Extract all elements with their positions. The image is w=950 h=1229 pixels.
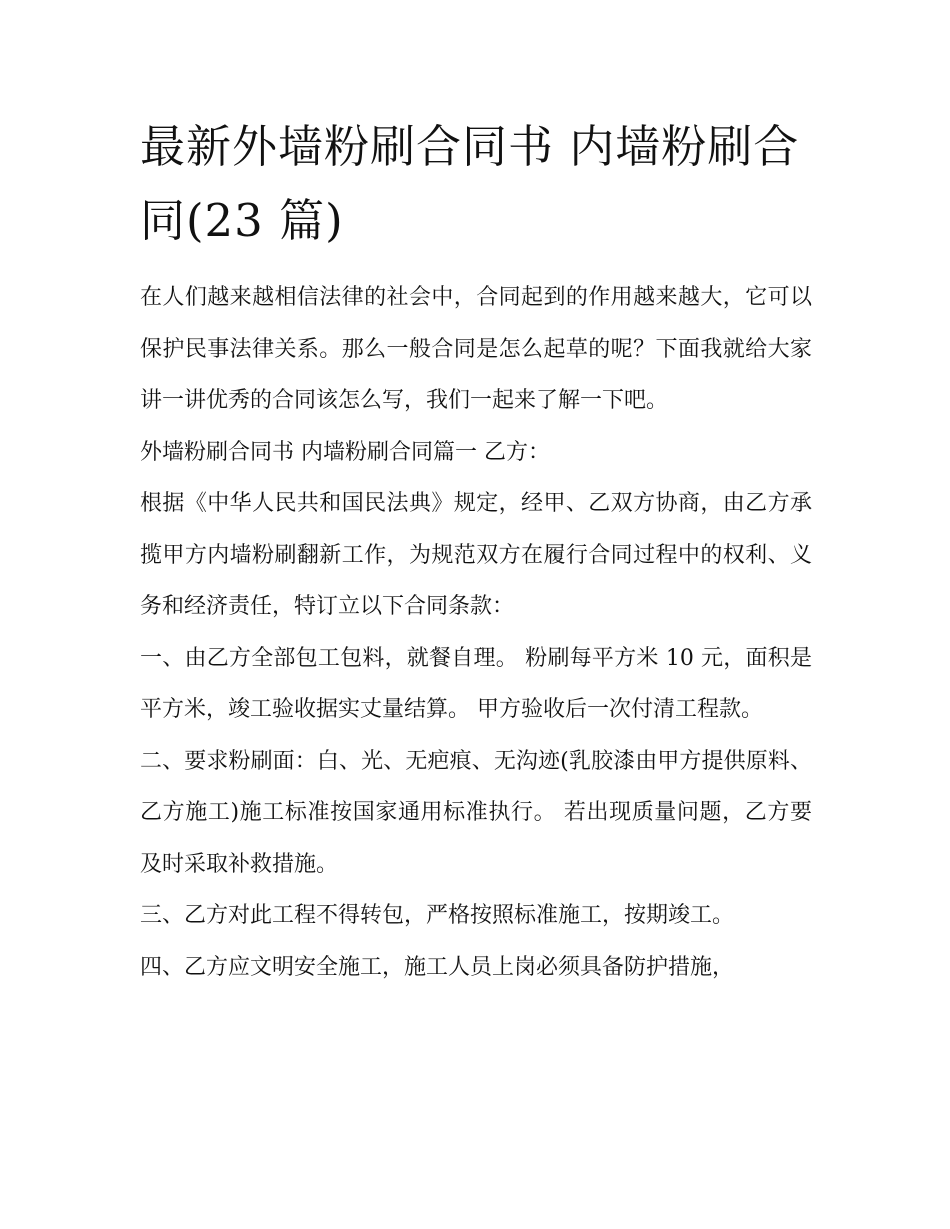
preamble-paragraph: 根据《中华人民共和国民法典》规定，经甲、乙双方协商，由乙方承揽甲方内墙粉刷翻新工作，为规范双方在履行合同过程中的权利、义务和经济责任，特订立以下合同条款： xyxy=(140,491,812,619)
document-title: 最新外墙粉刷合同书 内墙粉刷合同(23 篇) xyxy=(140,120,800,247)
section-heading: 外墙粉刷合同书 内墙粉刷合同篇一 乙方： xyxy=(140,439,550,465)
document-content xyxy=(140,110,812,993)
document-body xyxy=(140,272,812,993)
clause-1: 一、由乙方全部包工包料，就餐自理。 粉刷每平方米 10 元，面积是平方米，竣工验收据实丈量结算。 甲方验收后一次付清工程款。 xyxy=(140,645,812,722)
clause-3: 三、乙方对此工程不得转包，严格按照标准施工，按期竣工。 xyxy=(140,903,735,928)
intro-paragraph: 在人们越来越相信法律的社会中，合同起到的作用越来越大，它可以保护民事法律关系。那么一般合同是怎么起草的呢？下面我就给大家讲一讲优秀的合同该怎么写，我们一起来了解一下吧。 xyxy=(140,285,812,413)
clause-2: 二、要求粉刷面：白、光、无疤痕、无沟迹(乳胶漆由甲方提供原料、乙方施工)施工标准按国家通用标准执行。 若出现质量问题，乙方要及时采取补救措施。 xyxy=(140,748,812,877)
clause-4: 四、乙方应文明安全施工，施工人员上岗必须具备防护措施， xyxy=(140,954,735,980)
